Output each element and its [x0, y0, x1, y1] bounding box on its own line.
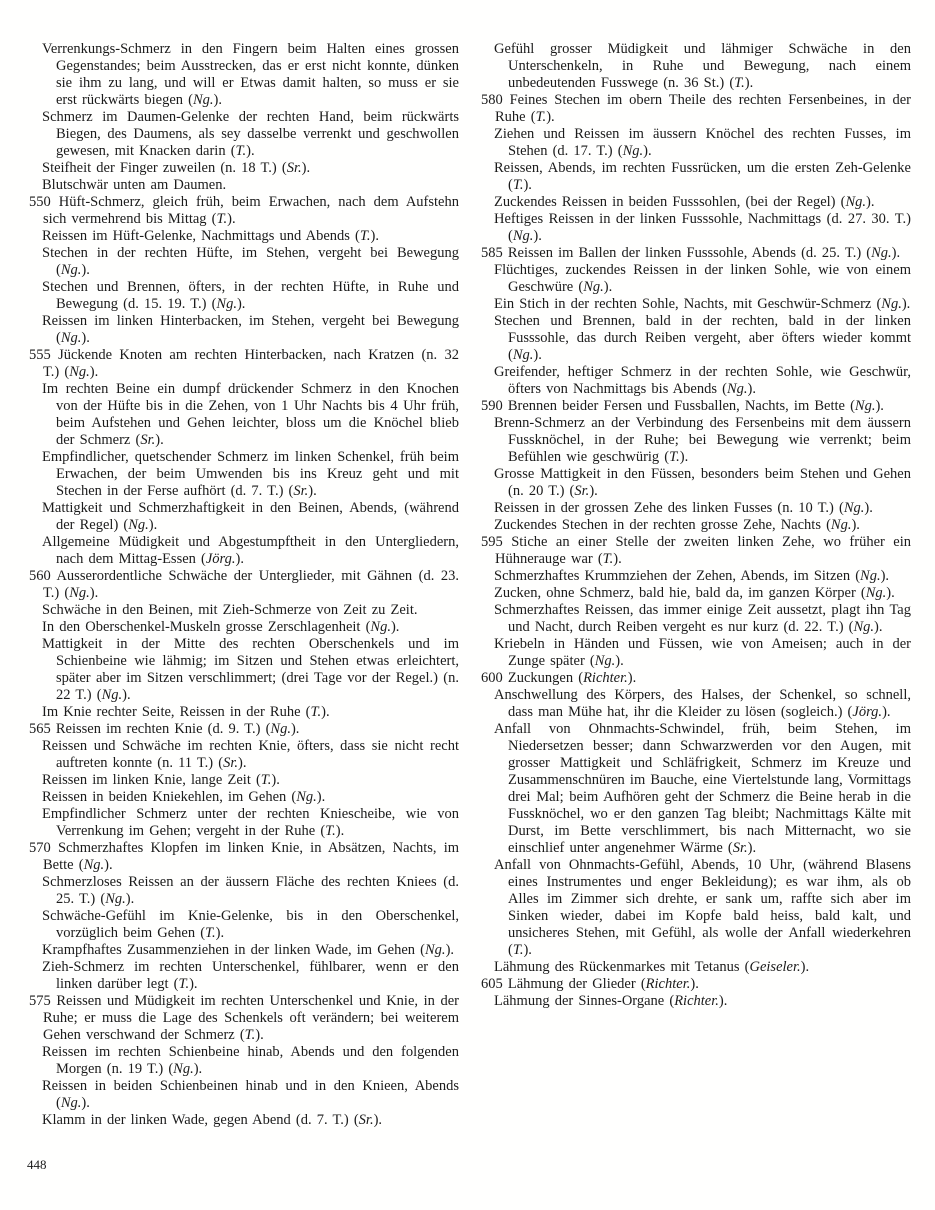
- symptom-entry: Schmerzhaftes Krummziehen der Zehen, Abends, im Sitzen (Ng.).: [494, 568, 890, 584]
- column-right: [481, 41, 911, 1129]
- entry-number: 595: [481, 534, 512, 550]
- symptom-entry: Zuckendes Stechen in der rechten grosse Zehe, Nachts (Ng.).: [494, 517, 860, 533]
- symptom-entry: Anfall von Ohnmachts-Schwindel, früh, beim Stehen, im Niedersetzen besser; dann Schwarzwerden vor den Augen, mit grosser Mattigkeit und Schläfrigkeit, Schmerz im Kreuze und Zusammenschnüren im Bauche, eine Viertelstunde lang, Vormittags drei Mal; beim Aufhören geht der Schmerz die Beine herab in die Fussknöchel, wo er den ganzen Tag bleibt; Nachmittags Kälte mit Durst, im Bette verschlimmert, bis nach Mitternacht, wo sie einschlief unter angenehmer Wärme (Sr.).: [494, 721, 911, 856]
- entry-number: 580: [481, 92, 510, 108]
- symptom-entry-numbered: 555 Jückende Knoten am rechten Hinterbacken, nach Kratzen (n. 32 T.) (Ng.).: [29, 347, 460, 380]
- symptom-entry: Reissen in beiden Kniekehlen, im Gehen (Ng.).: [42, 789, 326, 805]
- symptom-entry: Anschwellung des Körpers, des Halses, der Schenkel, so schnell, dass man Mühe hat, ihr die Kleider zu lösen (sogleich.) (Jörg.).: [494, 687, 911, 720]
- entry-number: 605: [481, 976, 508, 992]
- entry-number: 565: [29, 721, 56, 737]
- symptom-entry: Brenn-Schmerz an der Verbindung des Fersenbeins mit dem äussern Fussknöchel, in der Ruhe; bei Bewegung wie verrenkt; beim Befühlen wie geschwürig (T.).: [494, 415, 911, 465]
- symptom-entry: Reissen und Schwäche im rechten Knie, öfters, dass sie nicht recht auftreten konnte (n. 11 T.) (Sr.).: [42, 738, 459, 771]
- symptom-entry: Zucken, ohne Schmerz, bald hie, bald da, im ganzen Körper (Ng.).: [494, 585, 895, 601]
- symptom-entry: Zuckendes Reissen in beiden Fusssohlen, (bei der Regel) (Ng.).: [494, 194, 875, 210]
- symptom-entry-numbered: 575 Reissen und Müdigkeit im rechten Unterschenkel und Knie, in der Ruhe; er muss die Lage des Schenkels oft verändern; bei weiterem Gehen verschwand der Schmerz (T.).: [29, 993, 459, 1043]
- symptom-entry: Stechen in der rechten Hüfte, im Stehen, vergeht bei Bewegung (Ng.).: [42, 245, 459, 278]
- symptom-entry: Ein Stich in der rechten Sohle, Nachts, mit Geschwür-Schmerz (Ng.).: [494, 296, 911, 312]
- symptom-entry: Schwäche-Gefühl im Knie-Gelenke, bis in den Oberschenkel, vorzüglich beim Gehen (T.).: [42, 908, 459, 941]
- symptom-entry-numbered: 565 Reissen im rechten Knie (d. 9. T.) (Ng.).: [29, 721, 300, 737]
- symptom-entry: Mattigkeit in der Mitte des rechten Oberschenkels und im Schienbeine wie lähmig; im Sitzen und Stehen etwas erleichtert, später aber im Sitzen verschlimmert; (drei Tage vor der Regel.) (n. 22 T.) (Ng.).: [42, 636, 459, 703]
- symptom-entry: Schmerz im Daumen-Gelenke der rechten Hand, beim rückwärts Biegen, des Daumens, als sey dasselbe verrenkt und geschwollen gewesen, mit Knacken darin (T.).: [42, 109, 459, 159]
- symptom-entry: Lähmung der Sinnes-Organe (Richter.).: [494, 993, 728, 1009]
- symptom-entry: Reissen in der grossen Zehe des linken Fusses (n. 10 T.) (Ng.).: [494, 500, 873, 516]
- symptom-entry: Flüchtiges, zuckendes Reissen in der linken Sohle, wie von einem Geschwüre (Ng.).: [494, 262, 911, 295]
- symptom-entry: Stechen und Brennen, öfters, in der rechten Hüfte, in Ruhe und Bewegung (d. 15. 19. T.) (Ng.).: [42, 279, 459, 312]
- symptom-entry: Schmerzloses Reissen an der äussern Fläche des rechten Kniees (d. 25. T.) (Ng.).: [42, 874, 459, 907]
- symptom-entry: Zieh-Schmerz im rechten Unterschenkel, fühlbarer, wenn er den linken darüber legt (T.).: [42, 959, 459, 992]
- symptom-entry-numbered: 570 Schmerzhaftes Klopfen im linken Knie, in Absätzen, Nachts, im Bette (Ng.).: [29, 840, 459, 873]
- symptom-entry: Grosse Mattigkeit in den Füssen, besonders beim Stehen und Gehen (n. 20 T.) (Sr.).: [494, 466, 911, 499]
- symptom-entry-numbered: 550 Hüft-Schmerz, gleich früh, beim Erwachen, nach dem Aufstehn sich vermehrend bis Mittag (T.).: [29, 194, 459, 227]
- entry-number: 550: [29, 194, 59, 210]
- symptom-entry: Klamm in der linken Wade, gegen Abend (d. 7. T.) (Sr.).: [42, 1112, 383, 1128]
- symptom-entry-numbered: 600 Zuckungen (Richter.).: [481, 670, 637, 686]
- symptom-entry: Schwäche in den Beinen, mit Zieh-Schmerze von Zeit zu Zeit.: [42, 602, 418, 618]
- entry-number: 600: [481, 670, 508, 686]
- symptom-entry: Greifender, heftiger Schmerz in der rechten Sohle, wie Geschwür, öfters von Nachmittags bis Abends (Ng.).: [494, 364, 911, 397]
- symptom-entry: Verrenkungs-Schmerz in den Fingern beim Halten eines grossen Gegenstandes; beim Ausstrecken, das er erst nicht konnte, dünken sie ihm zu lang, und will er Etwas damit halten, so muss er sie erst rückwärts biegen (Ng.).: [42, 41, 459, 108]
- column-left: [29, 41, 459, 1129]
- entry-number: 570: [29, 840, 58, 856]
- symptom-entry: Ziehen und Reissen im äussern Knöchel des rechten Fusses, im Stehen (d. 17. T.) (Ng.).: [494, 126, 911, 159]
- symptom-entry: Empfindlicher Schmerz unter der rechten Kniescheibe, wie von Verrenkung im Gehen; vergeht in der Ruhe (T.).: [42, 806, 459, 839]
- symptom-entry: Reissen, Abends, im rechten Fussrücken, um die ersten Zeh-Gelenke (T.).: [494, 160, 911, 193]
- symptom-entry-numbered: 585 Reissen im Ballen der linken Fusssohle, Abends (d. 25. T.) (Ng.).: [481, 245, 901, 261]
- symptom-entry: Reissen im linken Knie, lange Zeit (T.).: [42, 772, 280, 788]
- symptom-entry: Kriebeln in Händen und Füssen, wie von Ameisen; auch in der Zunge später (Ng.).: [494, 636, 911, 669]
- symptom-entry: In den Oberschenkel-Muskeln grosse Zerschlagenheit (Ng.).: [42, 619, 400, 635]
- symptom-entry-numbered: 590 Brennen beider Fersen und Fussballen, Nachts, im Bette (Ng.).: [481, 398, 884, 414]
- symptom-entry: Allgemeine Müdigkeit und Abgestumpftheit in den Untergliedern, nach dem Mittag-Essen (Jörg.).: [42, 534, 459, 567]
- symptom-entry: Stechen und Brennen, bald in der rechten, bald in der linken Fusssohle, das durch Reiben vergeht, aber öfters wieder kommt (Ng.).: [494, 313, 911, 363]
- entry-number: 575: [29, 993, 57, 1009]
- symptom-entry: Schmerzhaftes Reissen, das immer einige Zeit aussetzt, plagt ihn Tag und Nacht, durch Reiben vergeht es nur kurz (d. 22. T.) (Ng.).: [494, 602, 911, 635]
- symptom-entry-numbered: 595 Stiche an einer Stelle der zweiten linken Zehe, wo früher ein Hühnerauge war (T.).: [481, 534, 912, 567]
- entry-number: 560: [29, 568, 57, 584]
- symptom-entry: Reissen im rechten Schienbeine hinab, Abends und den folgenden Morgen (n. 19 T.) (Ng.).: [42, 1044, 459, 1077]
- symptom-entry-numbered: 560 Ausserordentliche Schwäche der Unterglieder, mit Gähnen (d. 23. T.) (Ng.).: [29, 568, 459, 601]
- symptom-entry: Reissen im Hüft-Gelenke, Nachmittags und Abends (T.).: [42, 228, 379, 244]
- entry-number: 585: [481, 245, 508, 261]
- symptom-entry: Blutschwär unten am Daumen.: [42, 177, 227, 193]
- symptom-entry: Reissen im linken Hinterbacken, im Stehen, vergeht bei Bewegung (Ng.).: [42, 313, 459, 346]
- symptom-entry: Anfall von Ohnmachts-Gefühl, Abends, 10 Uhr, (während Blasens eines Instrumentes und enger Bekleidung); es war ihm, als ob Alles im Zimmer sich drehte, er sank um, raffte sich aber im Sinken wieder, dabei im Kopfe bald heiss, bald kalt, und unsicheres Stehen, mit Gefühl, als wolle der Anfall wiederkehren (T.).: [494, 857, 911, 958]
- symptom-entry: Steifheit der Finger zuweilen (n. 18 T.) (Sr.).: [42, 160, 311, 176]
- symptom-entry: Im rechten Beine ein dumpf drückender Schmerz in den Knochen von der Hüfte bis in die Zehen, von 1 Uhr Nachts bis 4 Uhr früh, beim Aufstehen und Gehen leichter, bloss um die Knöchel blieb der Schmerz (Sr.).: [42, 381, 459, 448]
- symptom-entry: Gefühl grosser Müdigkeit und lähmiger Schwäche in den Unterschenkeln, in Ruhe und Bewegung, nach einem unbedeutenden Fusswege (n. 36 St.) (T.).: [494, 41, 911, 91]
- entry-number: 590: [481, 398, 508, 414]
- symptom-entry: Lähmung des Rückenmarkes mit Tetanus (Geiseler.).: [494, 959, 810, 975]
- symptom-entry-numbered: 605 Lähmung der Glieder (Richter.).: [481, 976, 699, 992]
- entry-number: 555: [29, 347, 59, 363]
- page-number: 448: [27, 1157, 47, 1172]
- symptom-entry: Reissen in beiden Schienbeinen hinab und in den Knieen, Abends (Ng.).: [42, 1078, 459, 1111]
- symptom-entry: Krampfhaftes Zusammenziehen in der linken Wade, im Gehen (Ng.).: [42, 942, 455, 958]
- symptom-entry: Im Knie rechter Seite, Reissen in der Ruhe (T.).: [42, 704, 330, 720]
- symptom-entry: Empfindlicher, quetschender Schmerz im linken Schenkel, früh beim Erwachen, der beim Umwenden bis ins Kreuz geht und mit Stechen in der Ferse aufhört (d. 7. T.) (Sr.).: [42, 449, 459, 499]
- symptom-entry: Heftiges Reissen in der linken Fusssohle, Nachmittags (d. 27. 30. T.) (Ng.).: [494, 211, 911, 244]
- symptom-entry: Mattigkeit und Schmerzhaftigkeit in den Beinen, Abends, (während der Regel) (Ng.).: [42, 500, 459, 533]
- symptom-entry-numbered: 580 Feines Stechen im obern Theile des rechten Fersenbeines, in der Ruhe (T.).: [481, 92, 911, 125]
